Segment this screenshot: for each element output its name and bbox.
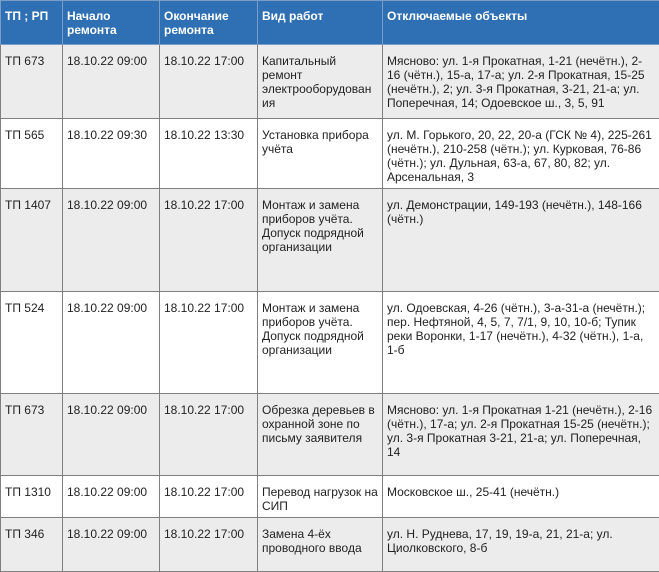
header-work: Вид работ <box>258 1 383 45</box>
cell-work: Установка прибора учёта <box>258 119 383 189</box>
cell-work: Обрезка деревьев в охранной зоне по письму заявителя <box>258 394 383 476</box>
cell-objects: Мясново: ул. 1-я Прокатная, 1-21 (нечётн.), 2-16 (чётн.), 15-а, 17-а; ул. 2-я Прокатная, 15-25 (нечётн.), 2; ул. 3-я Прокатная, 3-21, 21-а; ул. Поперечная, 14; Одоевское ш., 3, 5, 91 <box>383 45 659 119</box>
header-tp: ТП ; РП <box>1 1 63 45</box>
cell-objects: Мясново: ул. 1-я Прокатная 1-21 (нечётн.), 2-16 (чётн.), 17-а; ул. 2-я Прокатная 15-25 (нечётн.); ул. 3-я Прокатная 3-21, 21-а; ул. Поперечная, 14 <box>383 394 659 476</box>
cell-objects: ул. Одоевская, 4-26 (чётн.), 3-а-31-а (нечётн.); пер. Нефтяной, 4, 5, 7, 7/1, 9, 10, 10-б; Тупик реки Воронки, 1-17 (нечётн.), 4-32 (чётн.), 1-а, 1-б <box>383 292 659 394</box>
cell-tp: ТП 346 <box>1 518 63 572</box>
cell-tp: ТП 673 <box>1 394 63 476</box>
cell-work: Капитальный ремонт электрооборудования <box>258 45 383 119</box>
table-row <box>1 292 659 394</box>
cell-tp: ТП 565 <box>1 119 63 189</box>
table-row <box>1 518 659 572</box>
cell-end: 18.10.22 13:30 <box>160 119 258 189</box>
cell-start: 18.10.22 09:30 <box>63 119 160 189</box>
cell-start: 18.10.22 09:00 <box>63 45 160 119</box>
cell-start: 18.10.22 09:00 <box>63 292 160 394</box>
cell-start: 18.10.22 09:00 <box>63 476 160 518</box>
cell-objects: ул. М. Горького, 20, 22, 20-а (ГСК № 4), 225-261 (нечётн.), 210-258 (чётн.); ул. Курковая, 76-86 (чётн.); ул. Дульная, 63-а, 67, 80, 82; ул. Арсенальная, 3 <box>383 119 659 189</box>
cell-end: 18.10.22 17:00 <box>160 476 258 518</box>
header-end: Окончание ремонта <box>160 1 258 45</box>
table-row <box>1 394 659 476</box>
table-row <box>1 45 659 119</box>
cell-work: Замена 4-ёх проводного ввода <box>258 518 383 572</box>
header-start: Начало ремонта <box>63 1 160 45</box>
cell-tp: ТП 524 <box>1 292 63 394</box>
cell-tp: ТП 1407 <box>1 189 63 292</box>
cell-end: 18.10.22 17:00 <box>160 518 258 572</box>
cell-work: Монтаж и замена приборов учёта. Допуск подрядной организации <box>258 292 383 394</box>
header-objects: Отключаемые объекты <box>383 1 659 45</box>
cell-objects: ул. Демонстрации, 149-193 (нечётн.), 148-166 (чётн.) <box>383 189 659 292</box>
cell-start: 18.10.22 09:00 <box>63 189 160 292</box>
cell-work: Перевод нагрузок на СИП <box>258 476 383 518</box>
cell-start: 18.10.22 09:00 <box>63 394 160 476</box>
cell-end: 18.10.22 17:00 <box>160 394 258 476</box>
table-row <box>1 189 659 292</box>
cell-objects: ул. Н. Руднева, 17, 19, 19-а, 21, 21-а; ул. Циолковского, 8-б <box>383 518 659 572</box>
table-header-row <box>1 1 659 45</box>
cell-start: 18.10.22 09:00 <box>63 518 160 572</box>
cell-objects: Московское ш., 25-41 (нечётн.) <box>383 476 659 518</box>
table-row <box>1 476 659 518</box>
cell-end: 18.10.22 17:00 <box>160 45 258 119</box>
cell-work: Монтаж и замена приборов учёта. Допуск подрядной организации <box>258 189 383 292</box>
cell-end: 18.10.22 17:00 <box>160 189 258 292</box>
cell-end: 18.10.22 17:00 <box>160 292 258 394</box>
table-row <box>1 119 659 189</box>
cell-tp: ТП 1310 <box>1 476 63 518</box>
cell-tp: ТП 673 <box>1 45 63 119</box>
